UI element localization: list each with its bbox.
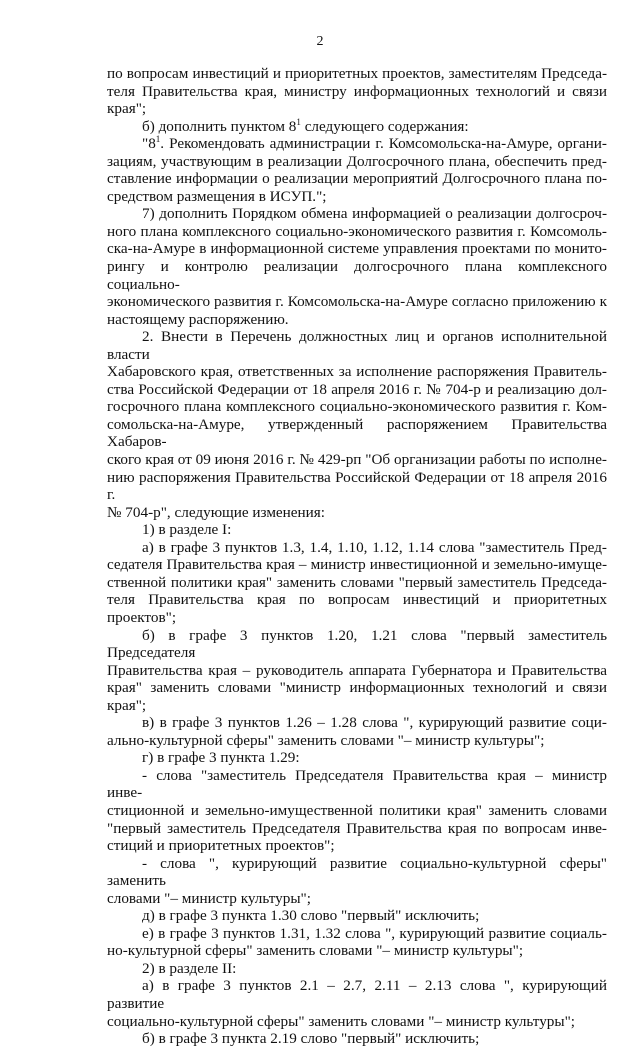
paragraph-line: а) в графе 3 пунктов 1.3, 1.4, 1.10, 1.12, 1.14 слова "заместитель Пред- bbox=[142, 538, 607, 556]
paragraph-line: ставление информации о реализации мероприятий Долгосрочного плана по- bbox=[107, 170, 607, 188]
paragraph-line: нию распоряжения Правительства Российской Федерации от 18 апреля 2016 г. bbox=[107, 468, 607, 504]
paragraph-line: седателя Правительства края – министр инвестиционной и земельно-имуще- bbox=[107, 556, 607, 574]
paragraph-line: ственной политики края" заменить словами "первый заместитель Председа- bbox=[107, 573, 607, 591]
superscript: 1 bbox=[296, 116, 301, 127]
paragraph-line bbox=[107, 118, 607, 136]
paragraph-line: 2) в разделе II: bbox=[142, 959, 237, 977]
page-number: 2 bbox=[316, 34, 324, 49]
line-text: . Рекомендовать администрации г. Комсомольска-на-Амуре, органи- bbox=[160, 135, 607, 153]
paragraph-line: а) в графе 3 пунктов 2.1 – 2.7, 2.11 – 2.13 слова ", курирующий развитие bbox=[107, 977, 607, 1012]
paragraph-line: "первый заместитель Председателя Правительства края по вопросам инве- bbox=[107, 819, 607, 837]
paragraph-line: рингу и контролю реализации долгосрочного плана комплексного социально- bbox=[107, 258, 607, 293]
paragraph-line: госрочного плана комплексного социально-экономического развития г. Ком- bbox=[107, 398, 607, 416]
paragraph-line: стиционной и земельно-имущественной политики края" заменить словами bbox=[107, 801, 607, 819]
paragraph-line: № 704-р", следующие изменения: bbox=[107, 503, 325, 521]
paragraph-line: - слова ", курирующий развитие социально-культурной сферы" заменить bbox=[107, 854, 607, 890]
paragraph-line bbox=[107, 135, 607, 153]
paragraph-line: средством размещения в ИСУП."; bbox=[107, 187, 327, 205]
paragraph-line: б) в графе 3 пунктов 1.20, 1.21 слова "первый заместитель Председателя bbox=[107, 626, 607, 662]
document-body bbox=[107, 65, 607, 1048]
paragraph-line: - слова "заместитель Председателя Правительства края – министр инве- bbox=[107, 766, 607, 802]
paragraph-line: г) в графе 3 пункта 1.29: bbox=[142, 749, 300, 767]
paragraph-line: настоящему распоряжению. bbox=[107, 310, 289, 328]
paragraph-line: зациям, участвующим в реализации Долгосрочного плана, обеспечить пред- bbox=[107, 152, 607, 170]
paragraph-line: по вопросам инвестиций и приоритетных проектов, заместителям Председа- bbox=[107, 65, 607, 82]
paragraph-line: ально-культурной сферы" заменить словами "– министр культуры"; bbox=[107, 731, 545, 749]
paragraph-line: теля Правительства края по вопросам инвестиций и приоритетных проектов"; bbox=[107, 591, 607, 626]
paragraph-line: ства Российской Федерации от 18 апреля 2016 г. № 704-р и реализацию дол- bbox=[107, 380, 607, 398]
paragraph-line: экономического развития г. Комсомольска-на-Амуре согласно приложению к bbox=[107, 293, 607, 311]
paragraph-line: д) в графе 3 пункта 1.30 слово "первый" исключить; bbox=[142, 907, 480, 925]
paragraph-line: е) в графе 3 пунктов 1.31, 1.32 слова ", курирующий развитие социаль- bbox=[142, 924, 607, 942]
line-text: следующего содержания: bbox=[300, 117, 469, 135]
line-text: б) дополнить пунктом 8 bbox=[142, 117, 297, 135]
superscript: 1 bbox=[155, 134, 161, 145]
paragraph-line: ска-на-Амуре в информационной системе управления проектами по монито- bbox=[107, 240, 607, 258]
paragraph-line: края" заменить словами "министр информационных технологий и связи края"; bbox=[107, 679, 607, 714]
paragraph-line: но-культурной сферы" заменить словами "– министр культуры"; bbox=[107, 942, 524, 960]
paragraph-line: ного плана комплексного социально-экономического развития г. Комсомоль- bbox=[107, 222, 607, 240]
paragraph-line: ского края от 09 июня 2016 г. № 429-рп "Об организации работы по исполне- bbox=[107, 451, 607, 469]
paragraph-line: 1) в разделе I: bbox=[142, 521, 232, 539]
paragraph-line: Правительства края – руководитель аппарата Губернатора и Правительства bbox=[107, 661, 607, 679]
paragraph-line: б) в графе 3 пункта 2.19 слово "первый" исключить; bbox=[142, 1030, 480, 1048]
paragraph-line: теля Правительства края, министру информационных технологий и связи края"; bbox=[107, 82, 607, 118]
paragraph-line: Хабаровского края, ответственных за исполнение распоряжения Правитель- bbox=[107, 363, 607, 381]
paragraph-line: 7) дополнить Порядком обмена информацией о реализации долгосроч- bbox=[142, 205, 607, 223]
paragraph-line: стиций и приоритетных проектов"; bbox=[107, 837, 335, 855]
paragraph-line: словами "– министр культуры"; bbox=[107, 889, 311, 907]
line-text: "8 bbox=[142, 135, 156, 153]
paragraph-line: 2. Внести в Перечень должностных лиц и органов исполнительной власти bbox=[107, 328, 607, 363]
paragraph-line: социально-культурной сферы" заменить словами "– министр культуры"; bbox=[107, 1012, 576, 1030]
paragraph-line: в) в графе 3 пунктов 1.26 – 1.28 слова ", курирующий развитие соци- bbox=[142, 714, 607, 732]
paragraph-line: сомольска-на-Амуре, утвержденный распоряжением Правительства Хабаров- bbox=[107, 415, 607, 451]
